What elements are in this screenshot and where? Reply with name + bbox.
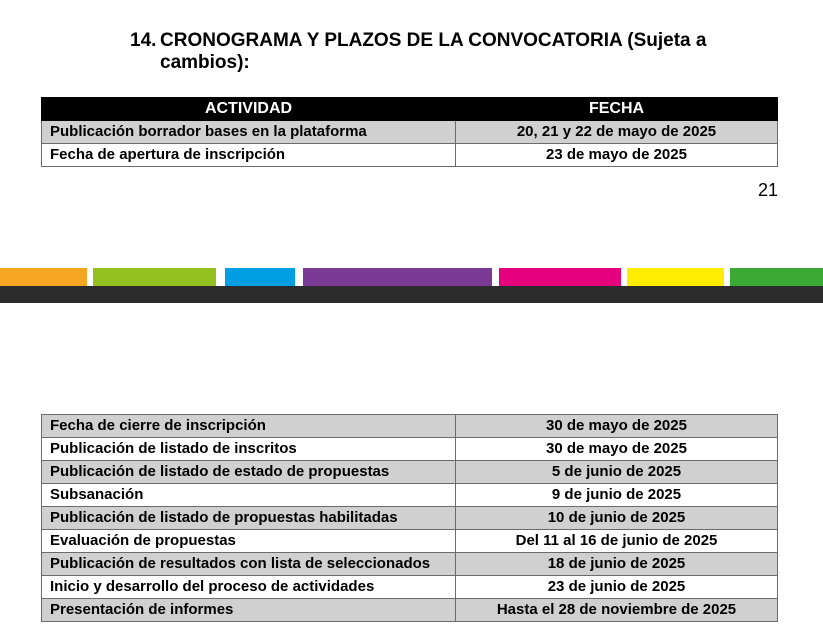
activity-cell: Fecha de cierre de inscripción <box>42 415 456 438</box>
section-title-line2: cambios): <box>160 52 250 73</box>
activity-cell: Publicación de listado de estado de propuestas <box>42 461 456 484</box>
color-band-segment <box>93 268 216 286</box>
activity-cell: Presentación de informes <box>42 599 456 622</box>
table-row <box>42 121 778 144</box>
table-row <box>42 484 778 507</box>
page-number: 21 <box>757 180 778 200</box>
table-row <box>42 553 778 576</box>
table-row <box>42 599 778 622</box>
table-row <box>42 576 778 599</box>
activity-cell: Publicación de listado de inscritos <box>42 438 456 461</box>
color-band-segment <box>627 268 724 286</box>
color-band-segment <box>730 268 823 286</box>
table-row <box>42 507 778 530</box>
activity-cell: Inicio y desarrollo del proceso de actividades <box>42 576 456 599</box>
date-cell: Hasta el 28 de noviembre de 2025 <box>456 599 778 622</box>
section-heading <box>130 30 778 74</box>
date-cell: 30 de mayo de 2025 <box>456 438 778 461</box>
color-band-segment <box>225 268 295 286</box>
table-row <box>42 144 778 167</box>
date-cell: 9 de junio de 2025 <box>456 484 778 507</box>
section-title-line1: CRONOGRAMA Y PLAZOS DE LA CONVOCATORIA (Sujeta a <box>160 30 707 51</box>
header-activity: ACTIVIDAD <box>42 98 456 121</box>
table-row <box>42 415 778 438</box>
date-cell: 5 de junio de 2025 <box>456 461 778 484</box>
table-row <box>42 461 778 484</box>
date-cell: 10 de junio de 2025 <box>456 507 778 530</box>
schedule-table-top <box>41 97 778 167</box>
section-number: 14. <box>130 30 157 51</box>
activity-cell: Publicación borrador bases en la plataforma <box>42 121 456 144</box>
activity-cell: Fecha de apertura de inscripción <box>42 144 456 167</box>
table-header-row <box>42 98 778 121</box>
dark-footer-bar <box>0 286 823 303</box>
activity-cell: Evaluación de propuestas <box>42 530 456 553</box>
activity-cell: Publicación de listado de propuestas habilitadas <box>42 507 456 530</box>
activity-cell: Subsanación <box>42 484 456 507</box>
color-band-segment <box>303 268 492 286</box>
date-cell: 23 de mayo de 2025 <box>456 144 778 167</box>
date-cell: 18 de junio de 2025 <box>456 553 778 576</box>
date-cell: 20, 21 y 22 de mayo de 2025 <box>456 121 778 144</box>
color-band-segment <box>499 268 621 286</box>
date-cell: Del 11 al 16 de junio de 2025 <box>456 530 778 553</box>
header-date: FECHA <box>456 98 778 121</box>
date-cell: 30 de mayo de 2025 <box>456 415 778 438</box>
activity-cell: Publicación de resultados con lista de seleccionados <box>42 553 456 576</box>
color-band-segment <box>0 268 87 286</box>
table-row <box>42 438 778 461</box>
color-band-divider <box>0 268 823 286</box>
table-row <box>42 530 778 553</box>
schedule-table-bottom <box>41 414 778 622</box>
date-cell: 23 de junio de 2025 <box>456 576 778 599</box>
